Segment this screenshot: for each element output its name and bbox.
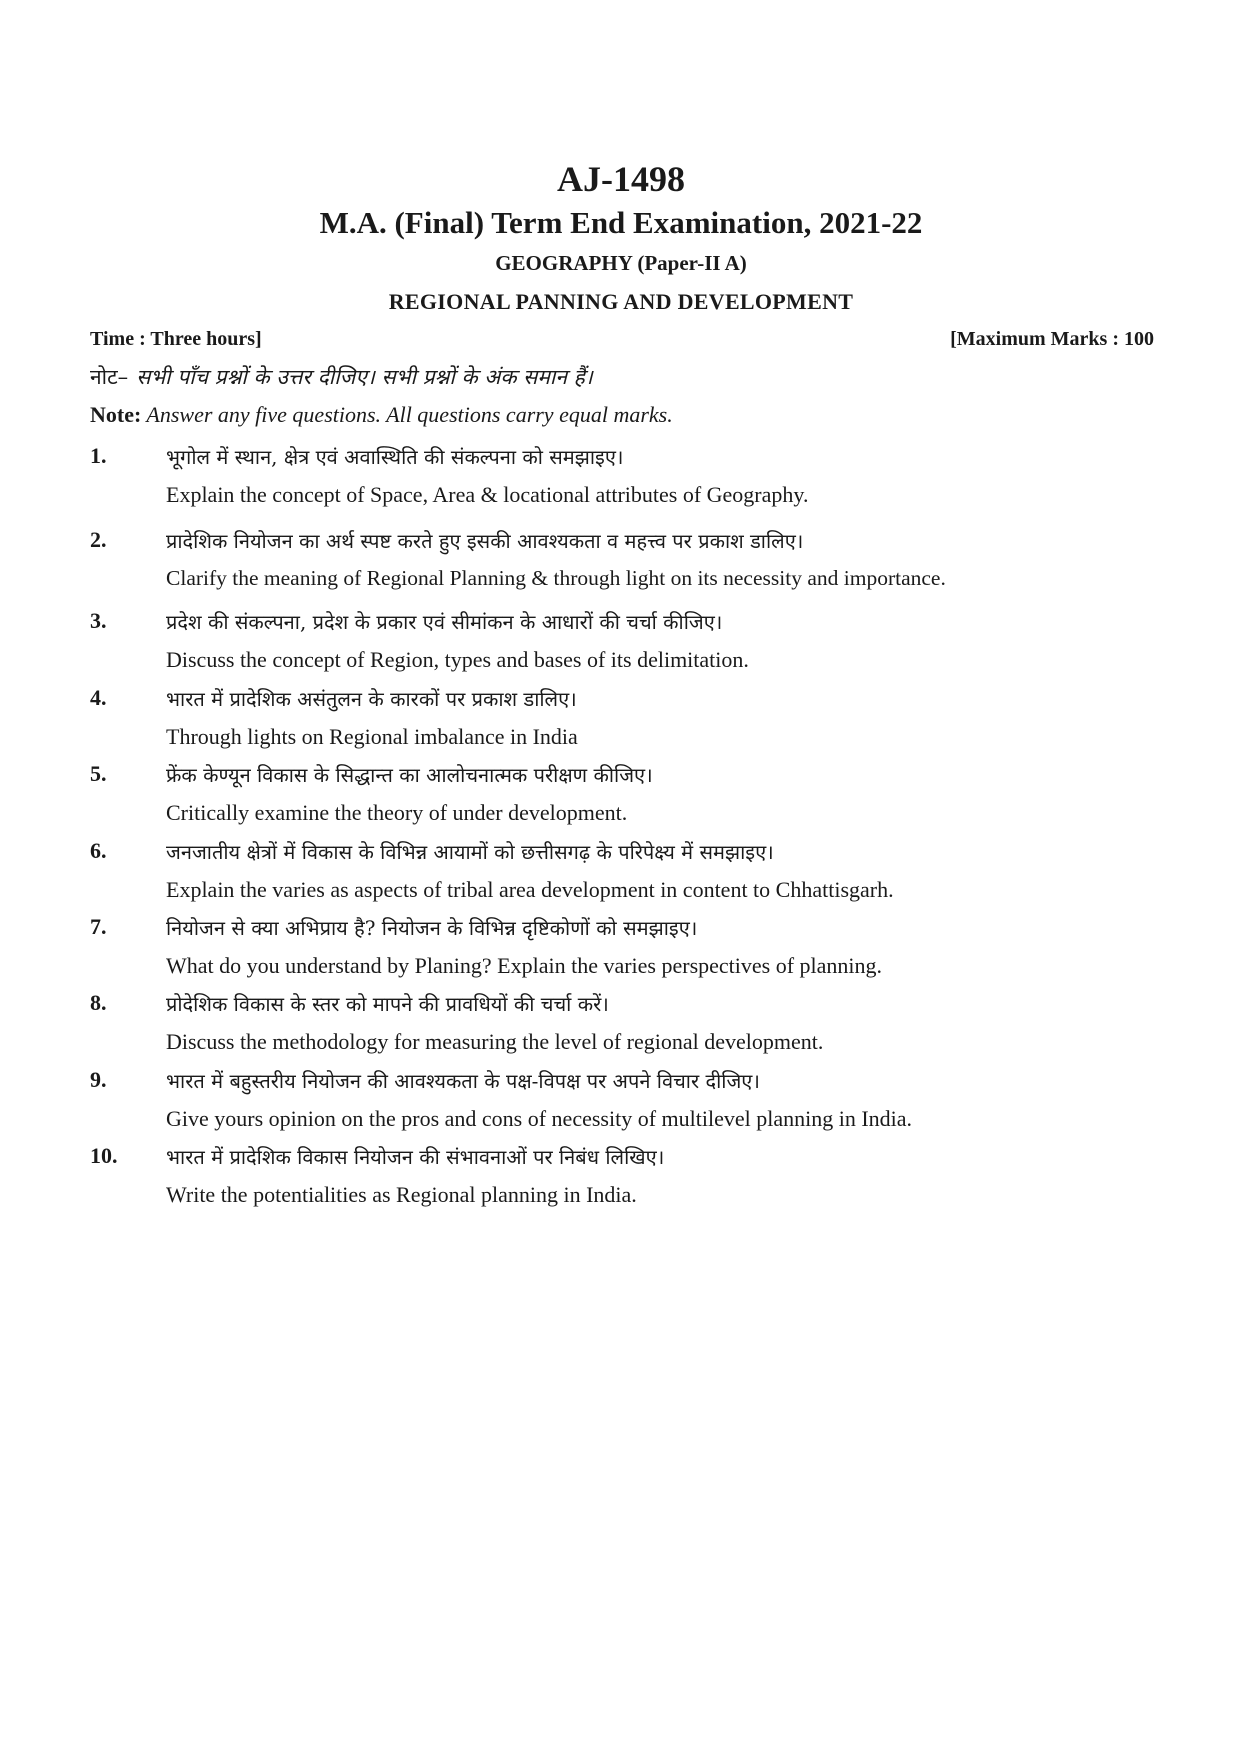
question-item	[90, 838, 1154, 914]
note-english-label: Note:	[90, 402, 142, 427]
question-text-hindi: भारत में प्रादेशिक असंतुलन के कारकों पर प्रकाश डालिए।	[166, 687, 577, 711]
question-number: 10.	[90, 1143, 118, 1168]
question-item	[90, 1143, 1154, 1219]
question-text-hindi: प्रादेशिक नियोजन का अर्थ स्पष्ट करते हुए इसकी आवश्यकता व महत्त्व पर प्रकाश डालिए।	[166, 529, 804, 553]
question-item	[90, 685, 1154, 761]
note-hindi-label: नोट–	[90, 365, 129, 389]
question-number: 3.	[90, 608, 107, 633]
question-text-hindi: नियोजन से क्या अभिप्राय है? नियोजन के विभिन्न दृष्टिकोणों को समझाइए।	[166, 916, 698, 940]
question-text-hindi: भूगोल में स्थान, क्षेत्र एवं अवास्थिति की संकल्पना को समझाइए।	[166, 445, 624, 469]
question-text-english: Through lights on Regional imbalance in India	[166, 724, 578, 749]
question-number: 7.	[90, 914, 107, 939]
question-text-hindi: भारत में बहुस्तरीय नियोजन की आवश्यकता के पक्ष-विपक्ष पर अपने विचार दीजिए।	[166, 1069, 760, 1093]
question-number: 8.	[90, 990, 107, 1015]
course-title: REGIONAL PANNING AND DEVELOPMENT	[388, 289, 854, 314]
question-number: 9.	[90, 1067, 107, 1092]
time-allowed: Time : Three hours]	[90, 328, 262, 350]
question-item	[90, 608, 1154, 684]
question-text-hindi: प्रोदेशिक विकास के स्तर को मापने की प्रावधियों की चर्चा करें।	[166, 992, 609, 1016]
question-item	[90, 527, 1154, 603]
question-item	[90, 1067, 1154, 1143]
note-hindi-text: सभी पाँच प्रश्नों के उत्तर दीजिए। सभी प्रश्नों के अंक समान हैं।	[136, 365, 593, 389]
question-text-english: Explain the concept of Space, Area & locational attributes of Geography.	[166, 482, 809, 507]
subject-title: GEOGRAPHY (Paper-II A)	[495, 251, 747, 275]
question-text-hindi: जनजातीय क्षेत्रों में विकास के विभिन्न आयामों को छत्तीसगढ़ के परिपेक्ष्य में समझाइए।	[166, 840, 774, 864]
question-text-english: Explain the varies as aspects of tribal area development in content to Chhattisgarh.	[166, 877, 894, 902]
question-number: 6.	[90, 838, 107, 863]
question-item	[90, 443, 1154, 519]
question-item	[90, 914, 1154, 990]
paper-code: AJ-1498	[557, 159, 685, 199]
maximum-marks: [Maximum Marks : 100	[950, 328, 1154, 350]
question-number: 5.	[90, 761, 107, 786]
question-number: 4.	[90, 685, 107, 710]
question-text-english: Clarify the meaning of Regional Planning & through light on its necessity and importance.	[166, 566, 946, 590]
question-text-english: Discuss the methodology for measuring the level of regional development.	[166, 1029, 824, 1054]
question-text-english: What do you understand by Planing? Explain the varies perspectives of planning.	[166, 953, 883, 978]
question-text-english: Write the potentialities as Regional planning in India.	[166, 1182, 637, 1207]
exam-title: M.A. (Final) Term End Examination, 2021-22	[319, 205, 923, 240]
question-text-english: Give yours opinion on the pros and cons of necessity of multilevel planning in India.	[166, 1106, 913, 1131]
note-english	[90, 402, 673, 428]
question-text-hindi: प्रदेश की संकल्पना, प्रदेश के प्रकार एवं सीमांकन के आधारों की चर्चा कीजिए।	[166, 610, 723, 634]
question-text-hindi: फ्रेंक केण्यून विकास के सिद्धान्त का आलोचनात्मक परीक्षण कीजिए।	[166, 763, 653, 787]
question-item	[90, 990, 1154, 1066]
question-item	[90, 761, 1154, 837]
question-text-english: Critically examine the theory of under development.	[166, 800, 628, 825]
note-english-text: Answer any five questions. All questions carry equal marks.	[141, 402, 673, 427]
question-number: 1.	[90, 443, 107, 468]
question-text-hindi: भारत में प्रादेशिक विकास नियोजन की संभावनाओं पर निबंध लिखिए।	[166, 1145, 665, 1169]
question-text-english: Discuss the concept of Region, types and bases of its delimitation.	[166, 647, 749, 672]
note-hindi	[90, 363, 593, 391]
question-number: 2.	[90, 527, 107, 552]
